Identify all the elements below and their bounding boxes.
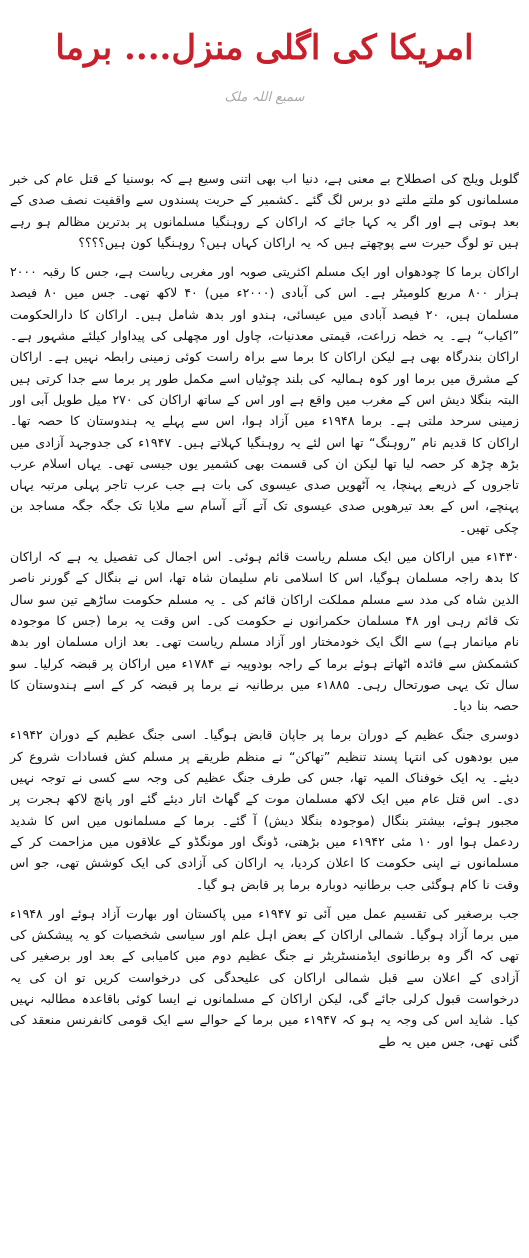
article-body bbox=[10, 168, 519, 1052]
author-byline: سمیع اللہ ملک bbox=[224, 90, 305, 105]
paragraph-intro: گلوبل ویلج کی اصطلاح بے معنی ہے، دنیا اب بھی اتنی وسیع ہے کہ بوسنیا کے قتل عام کی خبر مسلمانوں کو ملتے ملتے دو برس لگ گئے ۔کشمیر کے حریت پسندوں سے واقفیت نصف صدی کے بعد ہوتی ہے اور اگر یہ کہا جائے کہ اراکان کے روہنگیا مسلمانوں پر بدترین مظالم ہو رہے ہیں تو لوگ حیرت سے پوچھتے ہیں کہ یہ اراکان کہاں ہیں؟ روہنگیا کون ہیں؟؟؟؟ bbox=[10, 171, 519, 250]
article-title: امریکا کی اگلی منزل.... برما bbox=[55, 28, 474, 68]
paragraph-world-war: دوسری جنگ عظیم کے دوران برما پر جاپان قابض ہوگیا۔ اسی جنگ عظیم کے دوران ۱۹۴۲ء میں بودھوں کی انتہا پسند تنظیم ”تھاکن“ نے منظم طریقے پر مسلم کش فسادات شروع کر دیئے۔ یہ ایک خوفناک المیہ تھا، جس کی طرف جنگ عظیم کی وجہ سے کسی نے توجہ نہیں دی۔ اس قتل عام میں ایک لاکھ مسلمان موت کے گھاٹ اتار دیئے گئے اور پانچ لاکھ ہجرت پر مجبور ہوئے، بیشتر بنگال (موجودہ بنگلا دیش) آ گئے۔ برما کے مسلمانوں میں اس کا شدید ردعمل ہوا اور ۱۰ مئی ۱۹۴۲ء میں بڑھتی، ڈونگ اور مونگڈو کے علاقوں میں مزاحمت کر کے مسلمانوں نے اپنی حکومت کا اعلان کردیا، یہ اراکان کی آزادی کی ایک کوشش تھی، جو اس وقت نا کام ہوگئی جب برطانیہ دوبارہ برما پر قابض ہو گیا۔ bbox=[10, 727, 519, 892]
paragraph-history: ۱۴۳۰ء میں اراکان میں ایک مسلم ریاست قائم ہوئی۔ اس اجمال کی تفصیل یہ ہے کہ اراکان کا بدھ راجہ مسلمان ہوگیا، اس کا اسلامی نام سلیمان شاہ تھا، اس نے بنگال کے گورنر ناصر الدین شاہ کی مدد سے مسلم مملکت اراکان قائم کی ۔ یہ مسلم حکومت ساڑھے تین سو سال تک قائم رہی اور ۴۸ مسلمان حکمرانوں نے حکومت کی۔ اس وقت یہ برما (جس کا موجودہ نام میانمار ہے) سے الگ ایک خودمختار اور آزاد مسلم ریاست تھی۔ بعد ازاں مسلمان اور بدھ کشمکش سے فائدہ اٹھاتے ہوئے برما کے راجہ بودوپیہ نے ۱۷۸۴ء میں اراکان پر قبضہ کرلیا۔ سو سال تک یہی صورتحال رہی۔ ۱۸۸۵ء میں برطانیہ نے برما پر قبضہ کر کے اسے ہندوستان کا حصہ بنا دیا۔ bbox=[10, 549, 520, 714]
paragraph-partition: جب برصغیر کی تقسیم عمل میں آئی تو ۱۹۴۷ء میں پاکستان اور بھارت آزاد ہوئے اور ۱۹۴۸ء میں برما آزاد ہوگیا۔ شمالی اراکان کے بعض اہل علم اور سیاسی شخصیات کو یہ پیشکش کی تھی کہ اگر وہ برطانوی ایڈمنسٹریٹر نے جنگ عظیم دوم میں کامیابی کے بعد اور برصغیر کی آزادی کے اعلان سے قبل شمالی اراکان کی علیحدگی کی درخواست کریں تو ان کی یہ درخواست قبول کرلی جائے گی، لیکن اراکان کے مسلمانوں نے ایسا کوئی باقاعدہ مطالبہ نہیں کیا۔ شاید اس کی وجہ یہ ہو کہ ۱۹۴۷ء میں برما کے حوالے سے ایک قومی کانفرنس منعقد کی گئی تھی، جس میں یہ طے bbox=[10, 905, 520, 1049]
paragraph-geography: اراکان برما کا چودھواں اور ایک مسلم اکثریتی صوبہ اور مغربی ریاست ہے، جس کا رقبہ ۲۰۰۰ ہزار ۸۰۰ مربع کلومیٹر ہے۔ اس کی آبادی (۲۰۰۰ء میں) ۴۰ لاکھ تھی۔ جس میں ۸۰ فیصد مسلمان ہیں، ۲۰ فیصد آبادی میں عیسائی، ہندو اور بدھ شامل ہیں۔ اراکان کا دارالحکومت ”اکیاب“ ہے۔ یہ خطہ زراعت، قیمتی معدنیات، چاول اور مچھلی کی پیداوار کیلئے مشہور ہے۔ اراکان بندرگاہ بھی ہے لیکن اراکان کا برما سے براہ راست کوئی زمینی رابطہ نہیں ہے۔ اراکان کے مشرق میں برما اور کوہ ہمالیہ کی بلند چوٹیاں اسے مکمل طور پر برما سے جدا کرتی ہیں البتہ بنگلا دیش اس کے مغرب میں واقع ہے اور اس کے ساتھ اراکان کی ۲۷۰ میل طویل آبی اور زمینی سرحد ملتی ہے۔ برما ۱۹۴۸ء میں آزاد ہوا، اس سے پہلے یہ ہندوستان کا حصہ تھا۔ اراکان کا قدیم نام ”روہنگ“ تھا اس لئے یہ روہنگیا کہلاتے ہیں۔ ۱۹۴۷ء کی جدوجہد آزادی میں بڑھ چڑھ کر حصہ لیا تھا لیکن ان کی قسمت بھی کشمیر یوں جیسی تھی۔ یہاں اسلام عرب تاجروں کے ذریعے پہنچا، یہ آٹھویں صدی عیسوی کی بات ہے جب عرب تاجر پہلی مرتبہ یہاں پہنچے، اس کے بعد تیرھویں صدی عیسوی تک آتے آتے آسام سے ملایا تک جگہ جگہ مساجد بن چکی تھیں۔ bbox=[10, 264, 519, 535]
